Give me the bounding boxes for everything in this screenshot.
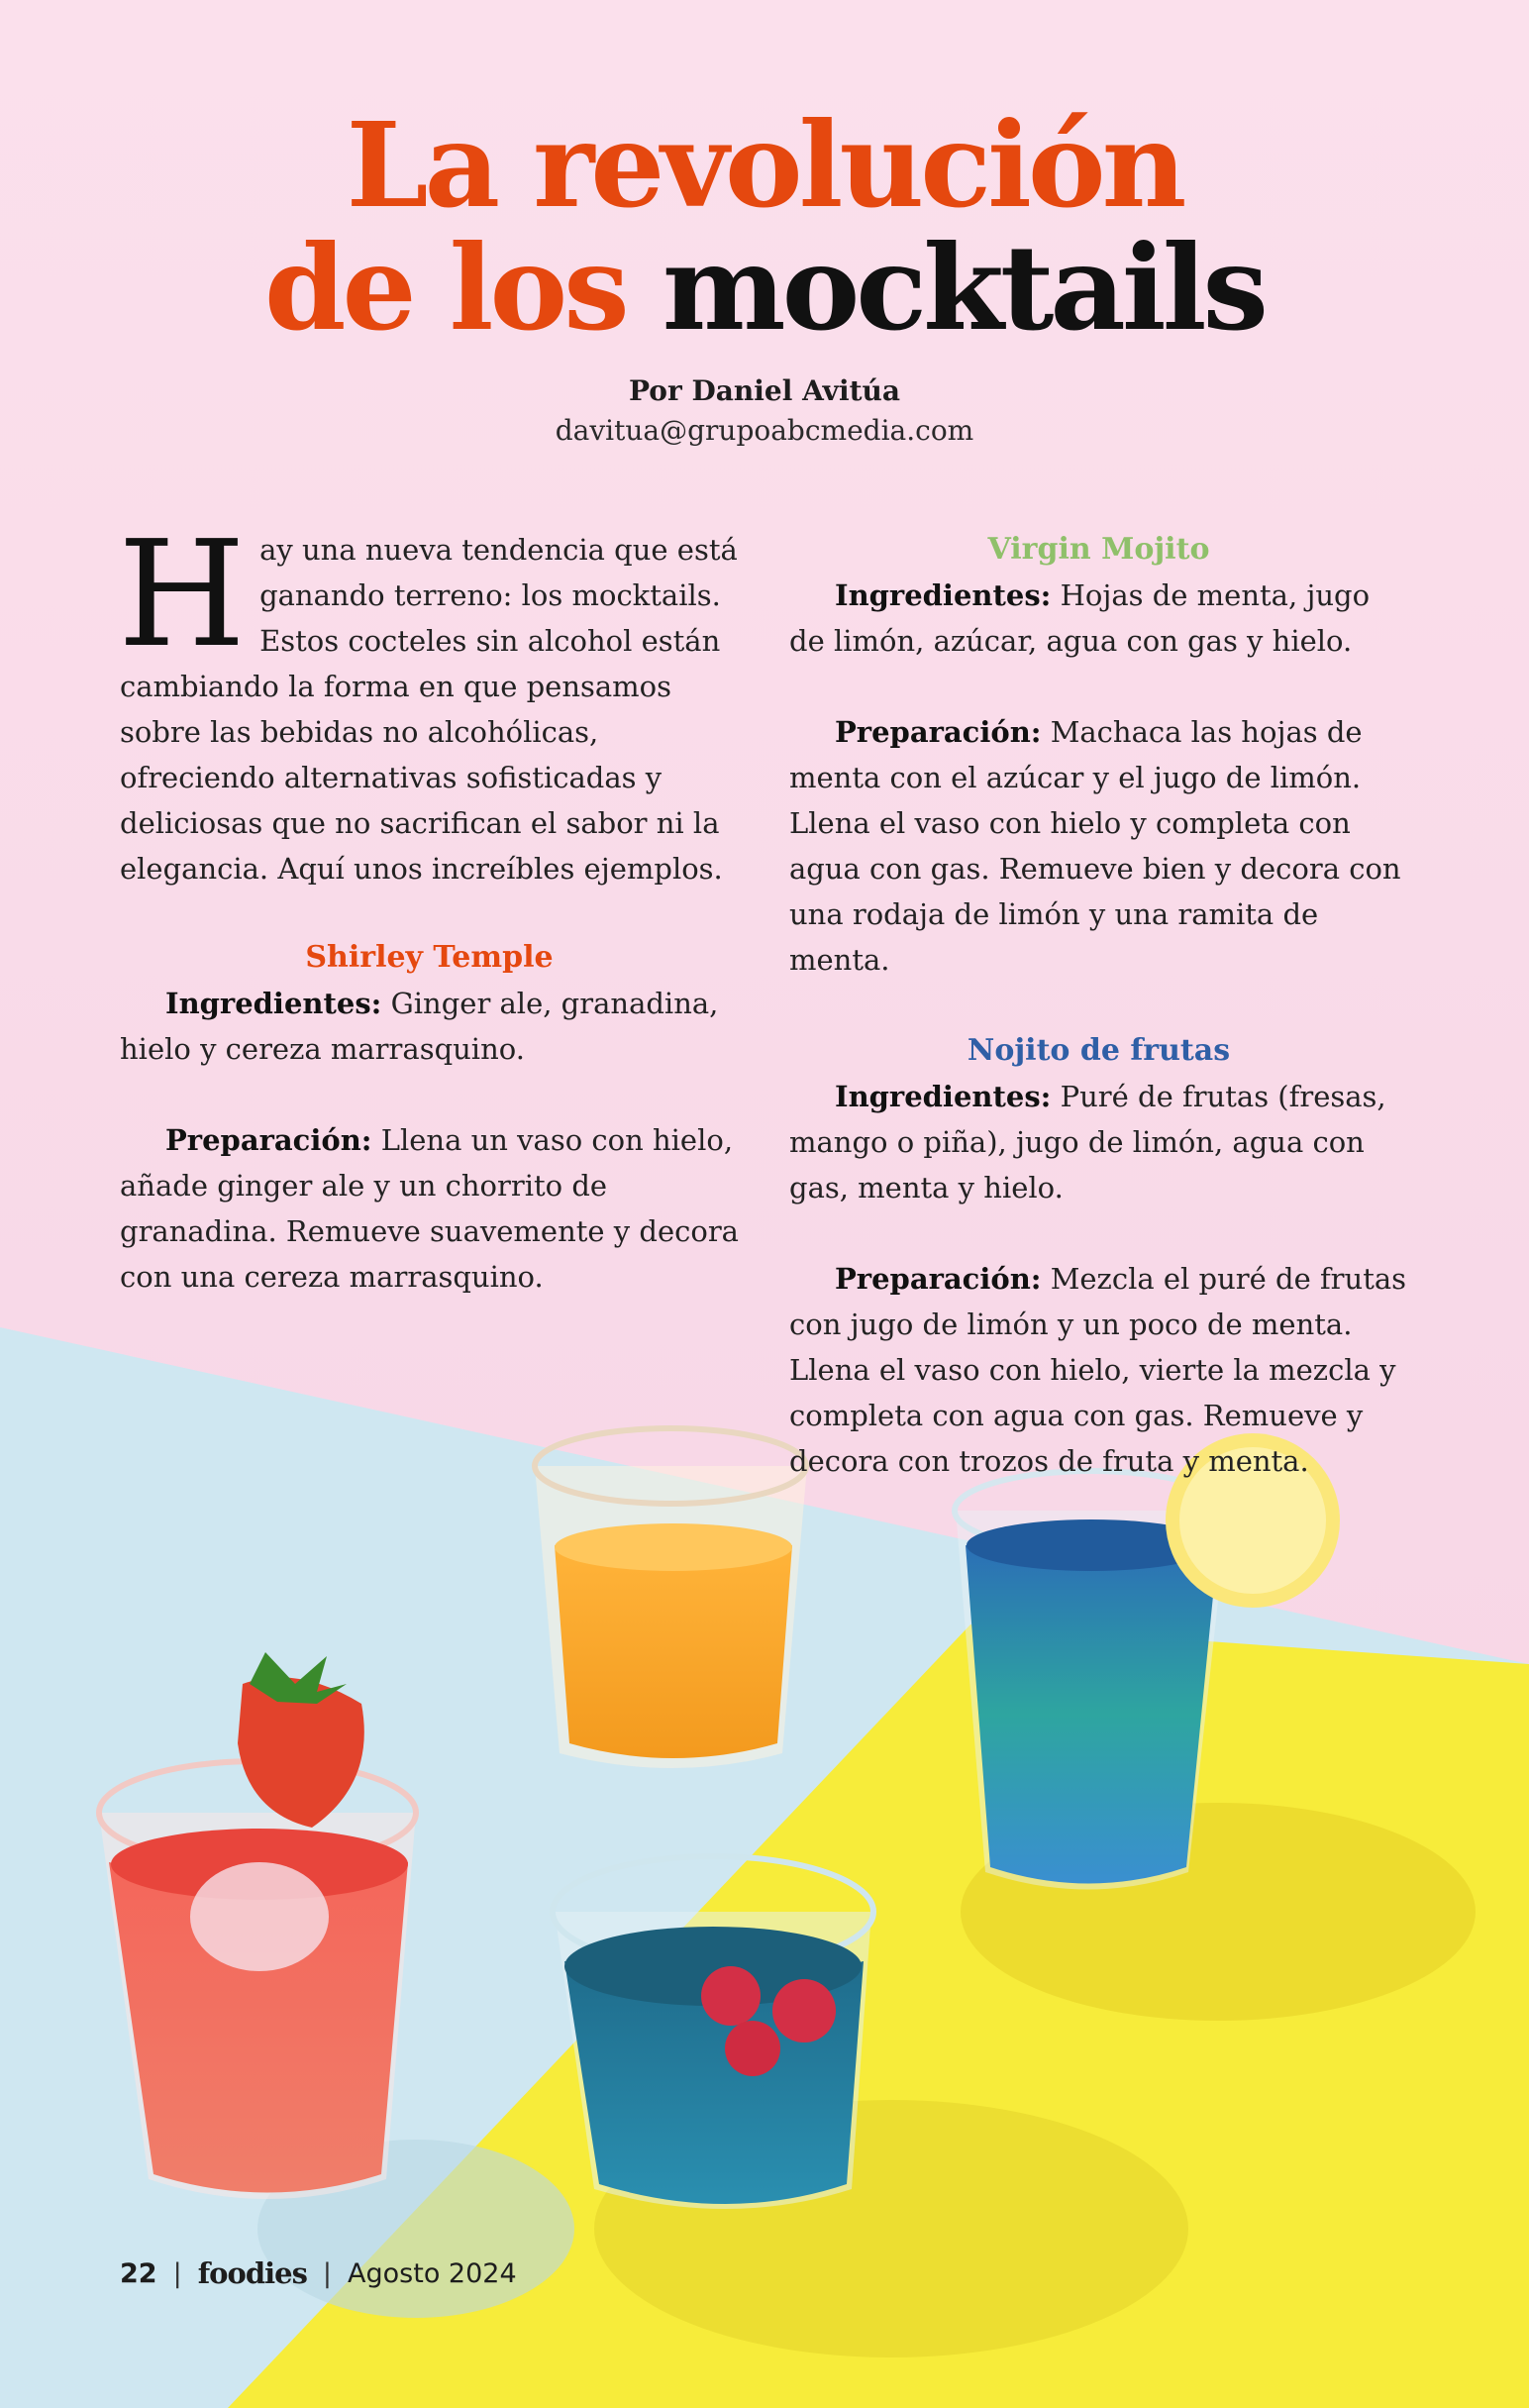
title-line-2-orange: de los — [264, 219, 626, 357]
ingredients-text: Hojas de menta, jugo de limón, azúcar, agua con gas y hielo. — [789, 578, 1371, 658]
preparation-text: Machaca las hojas de menta con el azúcar y el jugo de limón. Llena el vaso con hielo y completa con agua con gas. Remueve bien y decora con una rodaja de limón y una ramita de menta. — [789, 715, 1401, 977]
byline: Por Daniel Avitúa — [628, 374, 901, 407]
recipe-preparation — [789, 1256, 1408, 1484]
recipe-title: Shirley Temple — [305, 940, 554, 975]
ingredients-label: Ingredientes: — [835, 578, 1052, 612]
issue-date: Agosto 2024 — [348, 2257, 517, 2289]
intro-text: ay una nueva tendencia que está ganando terreno: los mocktails. Estos cocteles sin alcohol están cambiando la forma en que pensamos sobre las bebidas no alcohólicas, ofreciendo alternativas sofisticadas y deliciosas que no sacrifican el sabor ni la elegancia. Aquí unos increíbles ejemplos. — [120, 533, 738, 886]
ingredients-label: Ingredientes: — [165, 987, 382, 1020]
title-line-1: La revolución — [346, 96, 1183, 234]
title-line-2-black: mocktails — [662, 219, 1265, 357]
page-number: 22 — [120, 2257, 157, 2289]
page-footer — [120, 2253, 517, 2293]
recipe-preparation — [789, 709, 1408, 983]
preparation-label: Preparación: — [165, 1123, 372, 1157]
orange-drink-glass — [535, 1428, 807, 1768]
ingredients-text: Puré de frutas (fresas, mango o piña), jugo de limón, agua con gas, menta y hielo. — [789, 1080, 1386, 1204]
recipe-title: Nojito de frutas — [967, 1033, 1231, 1068]
recipe-ingredients — [789, 573, 1408, 664]
footer-separator: | — [172, 2257, 182, 2289]
intro-paragraph — [118, 509, 739, 891]
right-column — [789, 527, 1408, 1484]
recipe-ingredients — [789, 1074, 1408, 1210]
preparation-text: Llena un vaso con hielo, añade ginger ale y un chorrito de granadina. Remueve suavemente y decora con una cereza marrasquino. — [120, 1123, 739, 1294]
preparation-label: Preparación: — [835, 715, 1042, 749]
preparation-label: Preparación: — [835, 1262, 1042, 1296]
author-email[interactable]: davitua@grupoabcmedia.com — [555, 414, 974, 447]
footer-separator: | — [322, 2257, 333, 2289]
recipe-shirley-temple — [120, 935, 739, 1300]
recipe-nojito-de-frutas — [789, 1028, 1408, 1484]
preparation-text: Mezcla el puré de frutas con jugo de limón y un poco de menta. Llena el vaso con hielo, vierte la mezcla y completa con agua con gas. Remueve y decora con trozos de fruta y menta. — [789, 1262, 1407, 1478]
recipe-ingredients — [120, 981, 739, 1072]
brand-logo: foodies — [197, 2256, 307, 2290]
ingredients-label: Ingredientes: — [835, 1080, 1052, 1113]
left-column — [118, 509, 739, 1300]
recipe-title: Virgin Mojito — [987, 532, 1210, 567]
article-title — [0, 96, 1529, 357]
dropcap: H — [118, 509, 247, 680]
recipe-preparation — [120, 1117, 739, 1300]
ingredients-text: Ginger ale, granadina, hielo y cereza marrasquino. — [120, 987, 719, 1066]
recipe-virgin-mojito — [789, 527, 1408, 983]
